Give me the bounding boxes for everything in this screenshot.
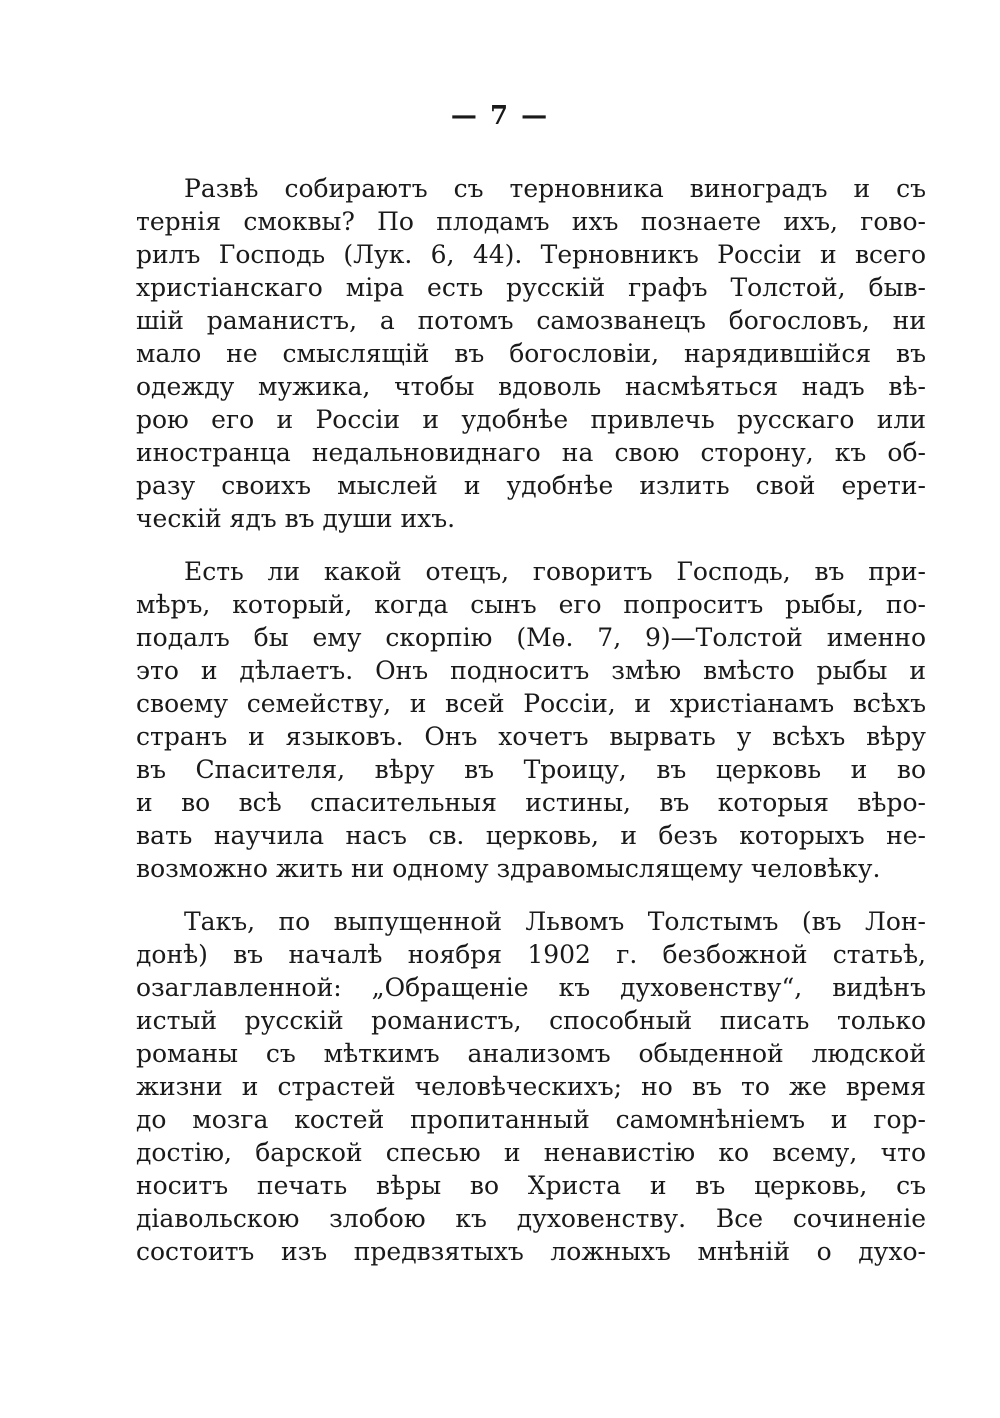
text-line: это и дѣлаетъ. Онъ подноситъ змѣю вмѣсто рыбы и	[136, 656, 926, 685]
text-line: странъ и языковъ. Онъ хочетъ вырвать у всѣхъ вѣру	[136, 722, 926, 751]
text-line: своему семейству, и всей Россіи, и христіанамъ всѣхъ	[136, 689, 926, 718]
text-line: жизни и страстей человѣческихъ; но въ то же время	[136, 1072, 926, 1101]
paragraph-1	[136, 172, 926, 535]
text-line: мало не смыслящій въ богословіи, нарядившійся въ	[136, 339, 926, 368]
text-line: и во всѣ спасительныя истины, въ которыя вѣро-	[136, 788, 926, 817]
text-line: истый русскій романистъ, способный писать только	[136, 1006, 926, 1035]
text-line: рилъ Господь (Лук. 6, 44). Терновникъ Россіи и всего	[136, 240, 926, 269]
text-line: ческій ядъ въ души ихъ.	[136, 504, 456, 533]
text-line: рою его и Россіи и удобнѣе привлечь русскаго или	[136, 405, 926, 434]
text-line: Есть ли какой отецъ, говоритъ Господь, въ при-	[184, 557, 926, 586]
text-line: вать научила насъ св. церковь, и безъ которыхъ не-	[136, 821, 926, 850]
text-line: мѣръ, который, когда сынъ его попроситъ рыбы, по-	[136, 590, 926, 619]
text-line: донѣ) въ началѣ ноября 1902 г. безбожной статьѣ,	[136, 940, 926, 969]
text-line: Развѣ собираютъ съ терновника виноградъ и съ	[184, 174, 926, 203]
text-line: Такъ, по выпущенной Львомъ Толстымъ (въ Лон-	[184, 907, 926, 936]
text-line: достію, барской спесью и ненавистію ко всему, что	[136, 1138, 926, 1167]
text-line: христіанскаго міра есть русскій графъ Толстой, быв-	[136, 273, 926, 302]
text-line: тернія смоквы? По плодамъ ихъ познаете ихъ, гово-	[136, 207, 926, 236]
text-line: озаглавленной: „Обращеніе къ духовенству“, видѣнъ	[136, 973, 926, 1002]
text-line: разу своихъ мыслей и удобнѣе излить свой ерети-	[136, 471, 926, 500]
text-line: подалъ бы ему скорпію (Мѳ. 7, 9)—Толстой именно	[136, 623, 926, 652]
text-line: въ Спасителя, вѣру въ Троицу, въ церковь и во	[136, 755, 926, 784]
paragraph-gap	[136, 885, 926, 905]
text-line: діавольскою злобою къ духовенству. Все сочиненіе	[136, 1204, 926, 1233]
text-line: романы съ мѣткимъ анализомъ обыденной людской	[136, 1039, 926, 1068]
page-number: — 7 —	[450, 101, 550, 131]
text-line: иностранца недальновиднаго на свою сторону, къ об-	[136, 438, 926, 467]
text-line: возможно жить ни одному здравомыслящему человѣку.	[136, 854, 881, 883]
text-line: состоитъ изъ предвзятыхъ ложныхъ мнѣній о духо-	[136, 1237, 926, 1266]
text-line: до мозга костей пропитанный самомнѣніемъ и гор-	[136, 1105, 926, 1134]
body-text	[136, 172, 926, 1268]
text-line: шій раманистъ, а потомъ самозванецъ богословъ, ни	[136, 306, 926, 335]
text-line: одежду мужика, чтобы вдоволь насмѣяться надъ вѣ-	[136, 372, 926, 401]
paragraph-gap	[136, 535, 926, 555]
paragraph-2	[136, 555, 926, 885]
text-line: носитъ печать вѣры во Христа и въ церковь, съ	[136, 1171, 926, 1200]
paragraph-3	[136, 905, 926, 1268]
